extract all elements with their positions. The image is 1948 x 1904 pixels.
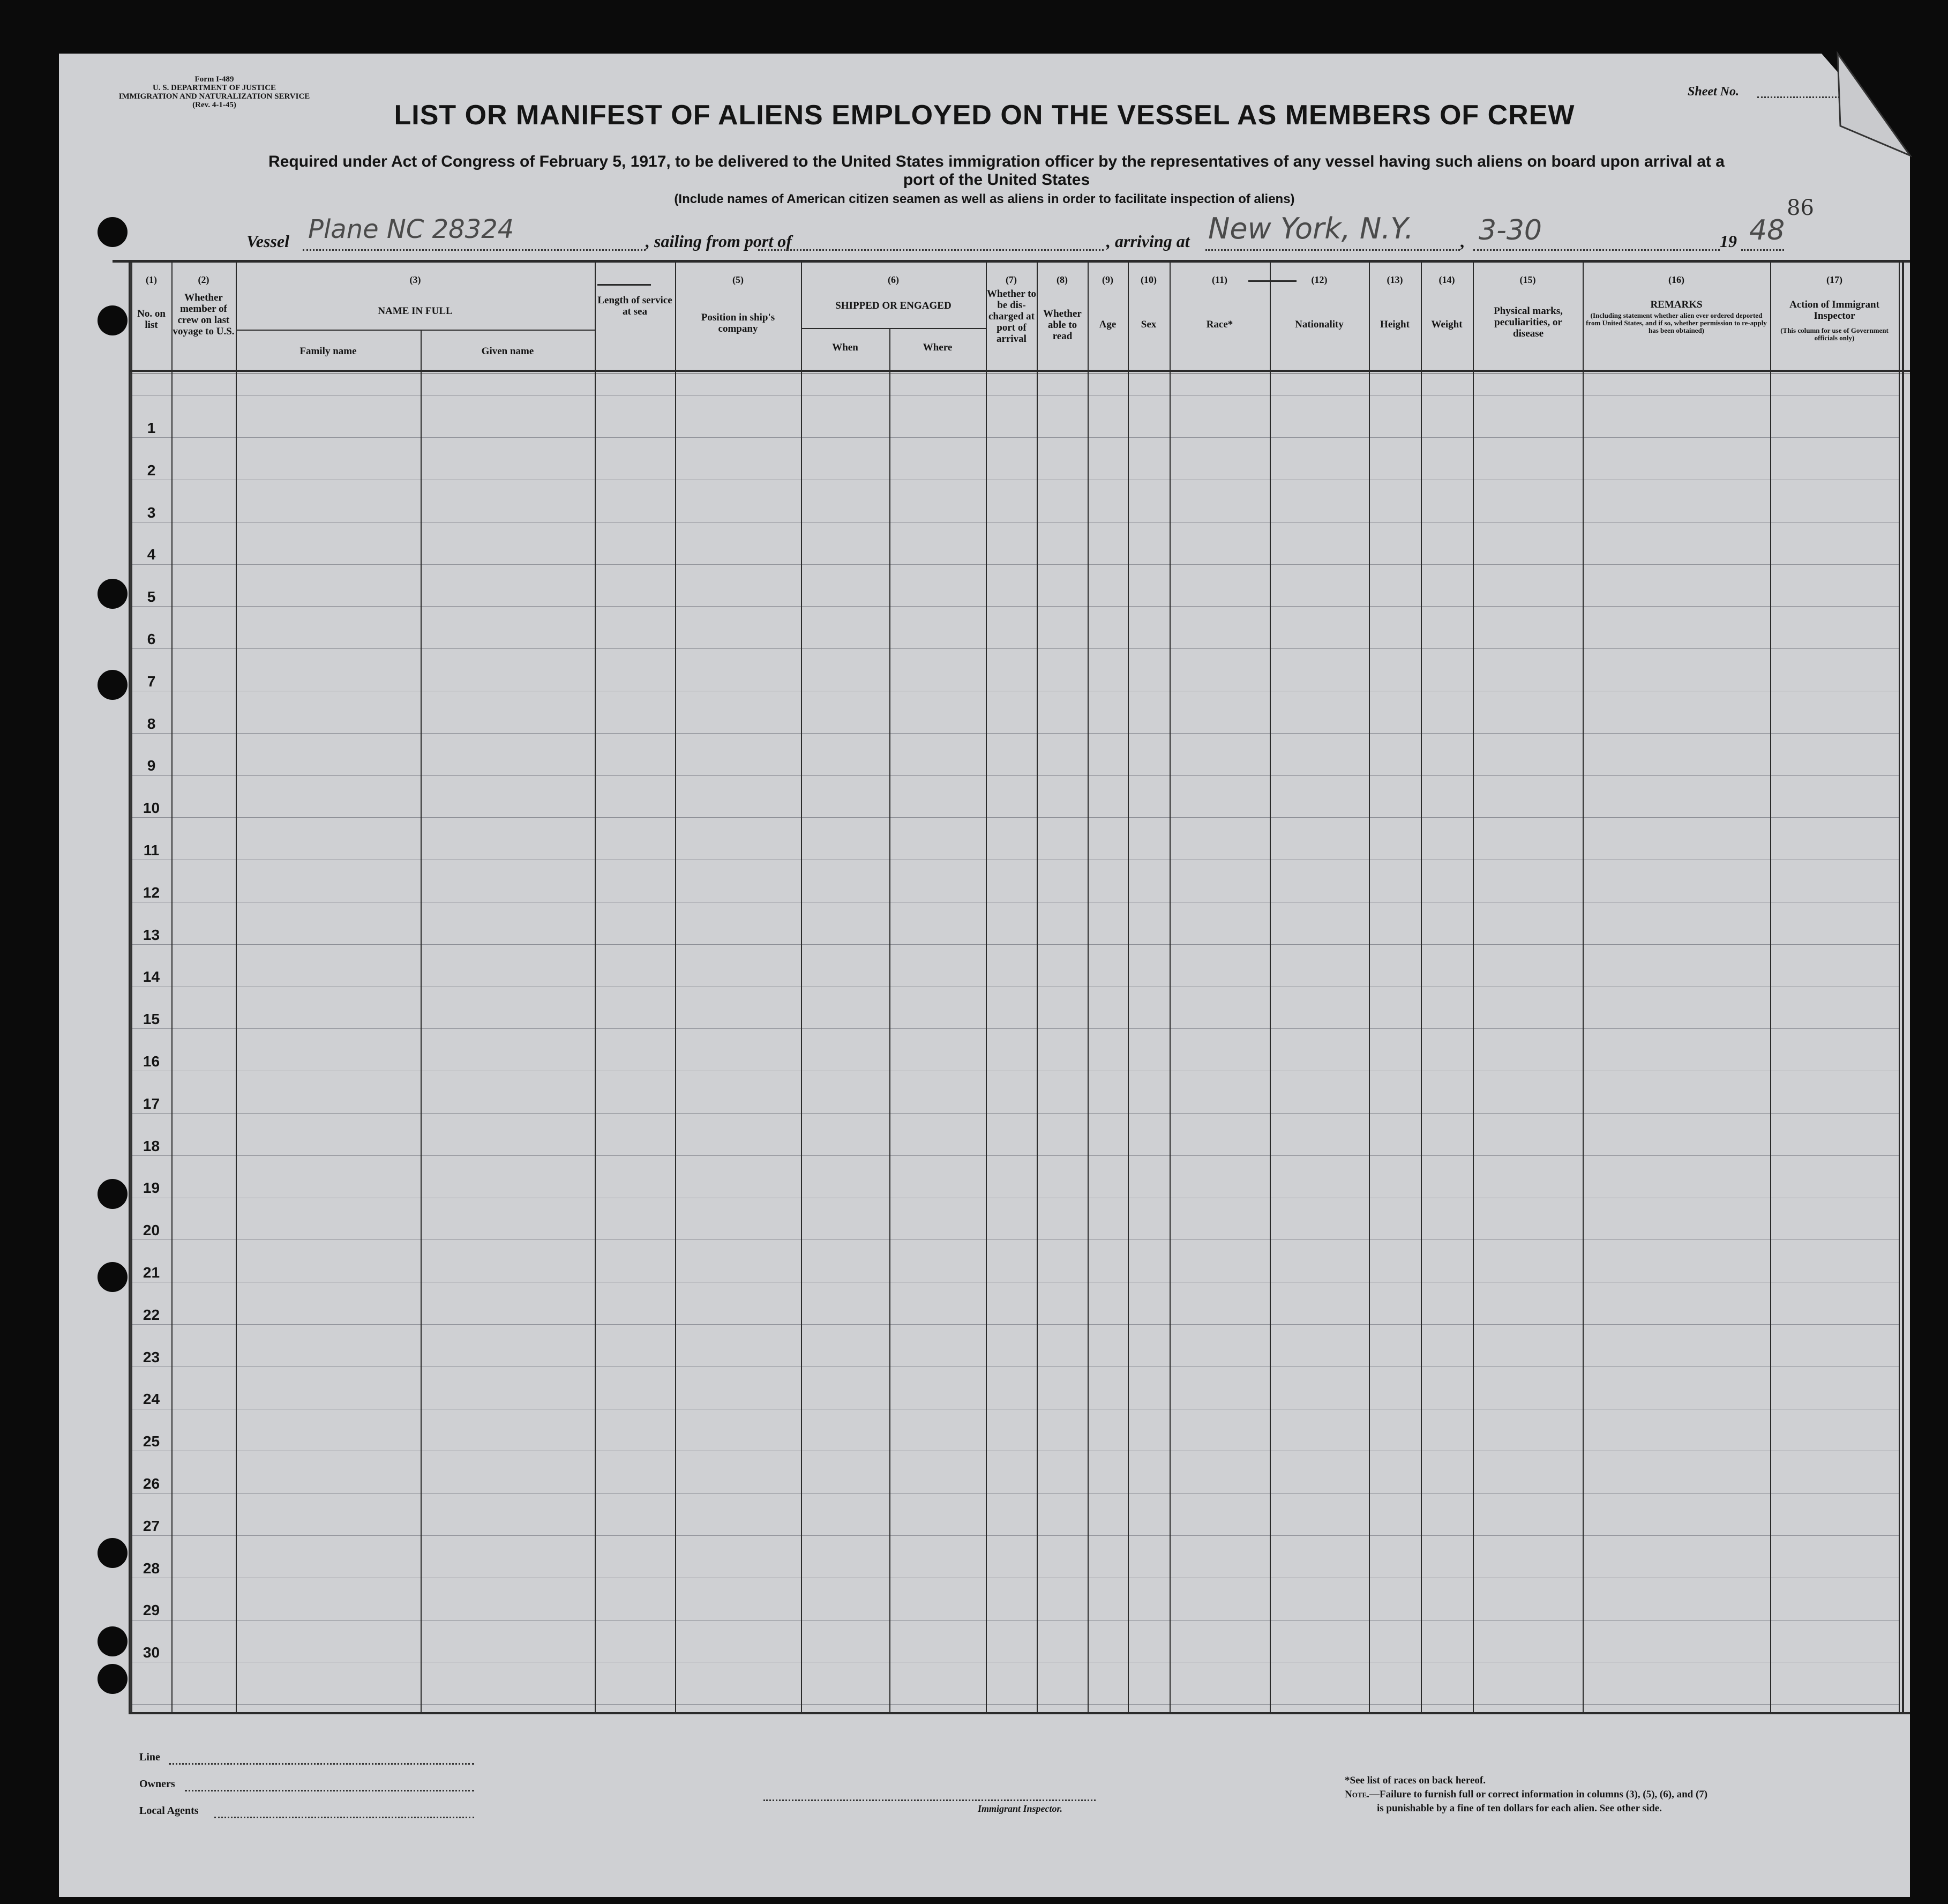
inspector-signature-field[interactable] xyxy=(763,1800,1096,1801)
vessel-value: Plane NC 28324 xyxy=(308,214,514,244)
column-rule xyxy=(889,328,890,1714)
row-rule xyxy=(131,1493,1899,1494)
punch-hole xyxy=(98,1626,128,1656)
local-agents-field[interactable] xyxy=(214,1817,474,1818)
year-field[interactable] xyxy=(1741,249,1784,251)
sailing-port-field[interactable] xyxy=(758,249,1104,251)
col-6-where: Where xyxy=(923,342,953,353)
row-number: 23 xyxy=(143,1348,160,1365)
row-number: 16 xyxy=(143,1053,160,1070)
row-rule xyxy=(131,564,1899,565)
year-value: 48 xyxy=(1749,214,1785,247)
col-14-header: Weight xyxy=(1431,319,1463,330)
punch-hole xyxy=(98,1262,128,1292)
column-rule xyxy=(236,263,237,1714)
column-rule xyxy=(675,263,676,1714)
col-15-number: (15) xyxy=(1519,274,1536,285)
col-17-header: Action of Immigrant Inspector xyxy=(1789,299,1879,322)
row-rule xyxy=(131,1028,1899,1029)
column-rule xyxy=(1583,263,1584,1714)
note-line-2: is punishable by a fine of ten dollars for each alien. See other side. xyxy=(1377,1803,1662,1814)
col-6-header: SHIPPED OR ENGAGED xyxy=(835,300,951,311)
row-number: 15 xyxy=(143,1011,160,1028)
row-number: 12 xyxy=(143,884,160,901)
row-number: 19 xyxy=(143,1179,160,1197)
column-rule xyxy=(986,263,987,1714)
folded-corner xyxy=(1822,51,1918,163)
col-13-header: Height xyxy=(1380,319,1410,330)
row-rule xyxy=(131,1620,1899,1621)
manifest-sheet xyxy=(59,54,1910,1897)
row-rule xyxy=(131,1324,1899,1325)
column-rule xyxy=(1899,263,1900,1714)
pen-mark xyxy=(597,284,651,286)
row-rule xyxy=(131,1113,1899,1114)
punch-hole xyxy=(98,1179,128,1209)
arriving-port-value: New York, N.Y. xyxy=(1208,212,1414,245)
row-number: 20 xyxy=(143,1222,160,1239)
col-6-when: When xyxy=(832,342,858,353)
row-number: 13 xyxy=(143,926,160,943)
col-9-number: (9) xyxy=(1102,274,1113,285)
col-1-header: No. on list xyxy=(137,308,166,331)
row-number: 30 xyxy=(143,1644,160,1661)
column-rule xyxy=(1902,263,1904,1714)
col-4-header: Length of service at sea xyxy=(597,295,672,317)
owners-label: Owners xyxy=(139,1778,175,1790)
col-6-number: (6) xyxy=(888,274,899,285)
col-1-number: (1) xyxy=(146,274,157,285)
row-number: 28 xyxy=(143,1559,160,1577)
row-rule xyxy=(131,648,1899,649)
column-rule xyxy=(1170,263,1171,1714)
column-rule xyxy=(1128,263,1129,1714)
col-2-header: Whether member of crew on last voyage to U.S. xyxy=(173,292,235,337)
service-name: IMMIGRATION AND NATURALIZATION SERVICE xyxy=(118,92,310,101)
punch-hole xyxy=(98,1538,128,1568)
row-rule xyxy=(131,606,1899,607)
line-field[interactable] xyxy=(169,1763,474,1765)
subtitle xyxy=(139,153,1854,189)
row-number: 22 xyxy=(143,1306,160,1323)
row-number: 7 xyxy=(147,673,156,690)
shipped-subheader-rule xyxy=(801,328,986,329)
page-number: 86 xyxy=(1787,196,1814,220)
col-8-number: (8) xyxy=(1057,274,1068,285)
row-rule xyxy=(131,1155,1899,1156)
owners-field[interactable] xyxy=(185,1790,474,1791)
form-revision: (Rev. 4-1-45) xyxy=(192,101,236,109)
column-rule xyxy=(1037,263,1038,1714)
col-17-subheader: (This column for use of Government officials only) xyxy=(1780,326,1889,342)
sheet-number-label: Sheet No. xyxy=(1688,85,1739,99)
col-5-number: (5) xyxy=(732,274,744,285)
punch-hole xyxy=(98,1664,128,1694)
column-rule xyxy=(1770,263,1771,1714)
row-number: 29 xyxy=(143,1602,160,1619)
row-number: 11 xyxy=(143,842,160,858)
row-number: 27 xyxy=(143,1517,160,1534)
col-7-header: Whether to be dis-charged at port of arrival xyxy=(987,288,1036,345)
row-rule xyxy=(131,733,1899,734)
punch-hole xyxy=(98,305,128,335)
row-rule xyxy=(131,817,1899,818)
col-11-number: (11) xyxy=(1212,274,1227,285)
row-number: 2 xyxy=(147,461,156,479)
local-agents-label: Local Agents xyxy=(139,1805,199,1817)
col-16-header: REMARKS xyxy=(1650,299,1703,310)
row-number: 18 xyxy=(143,1137,160,1154)
sailing-label: , sailing from port of xyxy=(646,232,792,251)
vessel-field[interactable] xyxy=(303,249,646,251)
note-line-1: —Failure to furnish full or correct information in columns (3), (5), (6), and (7) xyxy=(1369,1789,1708,1800)
column-rule xyxy=(131,263,132,1714)
date-field[interactable] xyxy=(1473,249,1720,251)
instruction-note: (Include names of American citizen seamen as well as aliens in order to facilitate inspection of aliens) xyxy=(674,192,1295,206)
header-bottom-border xyxy=(129,370,1910,372)
row-rule xyxy=(131,1535,1899,1536)
column-rule xyxy=(421,330,422,1714)
page-title: LIST OR MANIFEST OF ALIENS EMPLOYED ON THE VESSEL AS MEMBERS OF CREW xyxy=(394,100,1575,131)
column-rule xyxy=(1369,263,1370,1714)
column-rule xyxy=(1270,263,1271,1714)
col-7-number: (7) xyxy=(1006,274,1017,285)
row-rule xyxy=(131,1704,1899,1705)
inspector-label: Immigrant Inspector. xyxy=(978,1803,1063,1814)
vessel-label: Vessel xyxy=(246,232,289,251)
line-label: Line xyxy=(139,1751,160,1763)
row-rule xyxy=(131,944,1899,945)
column-rule xyxy=(129,263,131,1714)
subtitle-line-1: Required under Act of Congress of February 5, 1917, to be delivered to the United States immigration officer by the representatives of any vessel having such aliens on board upon arrival at a xyxy=(268,153,1725,170)
col-15-header: Physical marks, peculiarities, or disease xyxy=(1494,305,1563,339)
col-9-header: Age xyxy=(1099,319,1117,330)
column-rule xyxy=(1088,263,1089,1714)
row-number: 10 xyxy=(143,800,160,817)
col-14-number: (14) xyxy=(1438,274,1455,285)
col-12-number: (12) xyxy=(1311,274,1328,285)
row-number: 6 xyxy=(147,631,156,647)
column-rule xyxy=(1473,263,1474,1714)
row-rule xyxy=(131,775,1899,776)
col-16-number: (16) xyxy=(1668,274,1684,285)
date-separator: , xyxy=(1460,232,1464,251)
col-16-subheader: (Including statement whether alien ever ordered deported from United States, and if so, whether permission to re-apply has been obtained) xyxy=(1586,311,1767,334)
form-number: Form I-489 xyxy=(194,75,234,84)
col-3-family-name: Family name xyxy=(299,346,357,357)
row-number: 21 xyxy=(143,1264,160,1281)
col-10-number: (10) xyxy=(1141,274,1157,285)
row-number: 9 xyxy=(147,757,156,774)
row-number: 1 xyxy=(147,420,156,436)
punch-hole xyxy=(98,579,128,609)
col-13-number: (13) xyxy=(1387,274,1403,285)
table-bottom-border xyxy=(129,1712,1910,1714)
col-2-number: (2) xyxy=(198,274,209,285)
races-note: *See list of races on back hereof. xyxy=(1345,1775,1486,1786)
row-number: 8 xyxy=(147,715,156,732)
col-3-number: (3) xyxy=(409,274,421,285)
department-name: U. S. DEPARTMENT OF JUSTICE xyxy=(152,84,276,92)
row-number: 24 xyxy=(143,1391,160,1408)
column-rule xyxy=(801,263,802,1714)
year-prefix: 19 xyxy=(1720,232,1737,251)
row-number: 14 xyxy=(143,968,160,985)
row-number: 26 xyxy=(143,1475,160,1492)
col-5-header: Position in ship's company xyxy=(701,312,775,334)
name-subheader-rule xyxy=(236,330,595,331)
column-rule xyxy=(1421,263,1422,1714)
row-number: 17 xyxy=(143,1095,160,1112)
column-rule xyxy=(595,263,596,1714)
col-3-header: NAME IN FULL xyxy=(378,305,453,317)
arriving-label: , arriving at xyxy=(1106,232,1190,251)
col-8-header: Whether able to read xyxy=(1043,308,1082,342)
col-17-number: (17) xyxy=(1826,274,1842,285)
punch-hole xyxy=(98,670,128,700)
col-3-given-name: Given name xyxy=(481,346,534,357)
punch-hole xyxy=(98,217,128,247)
row-number: 4 xyxy=(147,546,156,563)
row-number: 5 xyxy=(147,588,156,606)
col-11-header: Race* xyxy=(1206,319,1233,330)
penalty-note xyxy=(1345,1789,1707,1801)
row-number: 3 xyxy=(147,504,156,521)
date-value: 3-30 xyxy=(1479,214,1542,247)
note-prefix: Note. xyxy=(1345,1789,1369,1800)
column-rule xyxy=(171,263,173,1714)
row-number: 25 xyxy=(143,1433,160,1450)
row-rule xyxy=(131,437,1899,438)
table-top-border xyxy=(113,260,1910,263)
col-10-header: Sex xyxy=(1141,319,1157,330)
col-12-header: Nationality xyxy=(1295,319,1344,330)
subtitle-line-2: port of the United States xyxy=(903,171,1090,189)
arriving-port-field[interactable] xyxy=(1205,249,1460,251)
